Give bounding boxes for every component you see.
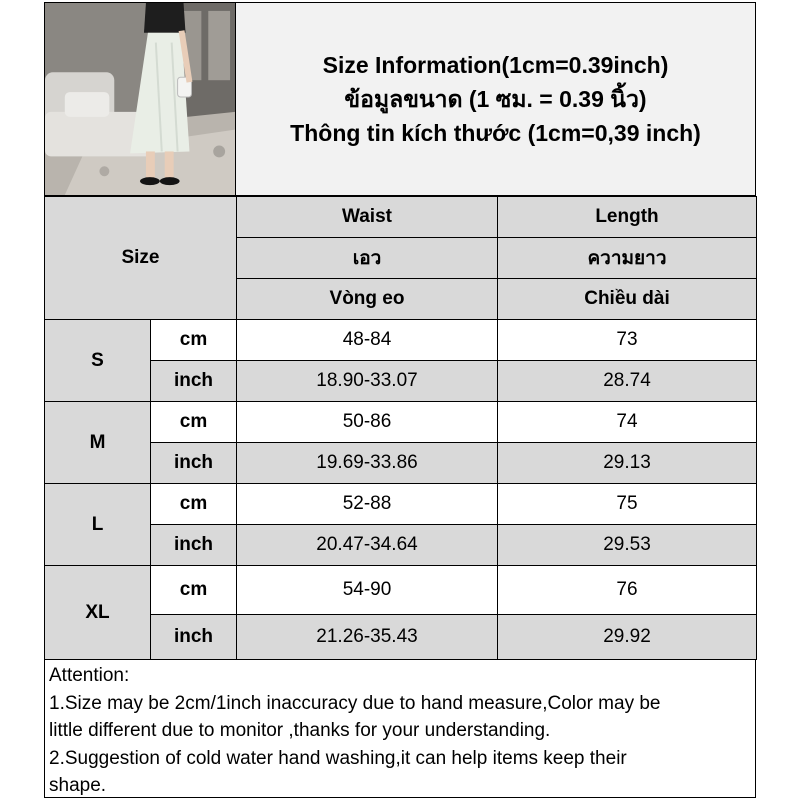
waist-value: 18.90-33.07 (237, 361, 498, 402)
unit-cell: cm (151, 402, 237, 443)
waist-header-en: Waist (237, 197, 498, 238)
length-header-vi: Chiều dài (498, 279, 757, 320)
waist-value: 20.47-34.64 (237, 525, 498, 566)
size-table (44, 196, 757, 660)
header-title-th: ข้อมูลขนาด (1 ซม. = 0.39 นิ้ว) (344, 86, 647, 112)
table-row (45, 615, 757, 660)
length-value: 74 (498, 402, 757, 443)
unit-cell: inch (151, 361, 237, 402)
notes-title: Attention: (49, 665, 130, 686)
table-row (45, 525, 757, 566)
attention-notes (44, 659, 756, 798)
waist-value: 19.69-33.86 (237, 443, 498, 484)
size-s: S (45, 320, 151, 402)
unit-cell: cm (151, 484, 237, 525)
header-title-vi: Thông tin kích thước (1cm=0,39 inch) (290, 120, 701, 146)
header-title-en: Size Information(1cm=0.39inch) (322, 52, 669, 78)
length-value: 29.13 (498, 443, 757, 484)
size-information-header (236, 2, 756, 196)
product-photo (44, 2, 236, 196)
length-value: 73 (498, 320, 757, 361)
unit-cell: inch (151, 615, 237, 660)
size-m: M (45, 402, 151, 484)
waist-header-vi: Vòng eo (237, 279, 498, 320)
size-xl: XL (45, 566, 151, 660)
length-value: 29.92 (498, 615, 757, 660)
notes-line: 1.Size may be 2cm/1inch inaccuracy due to hand measure,Color may be (49, 692, 661, 714)
table-row (45, 402, 757, 443)
table-row (45, 320, 757, 361)
length-header-en: Length (498, 197, 757, 238)
unit-cell: inch (151, 443, 237, 484)
waist-value: 52-88 (237, 484, 498, 525)
notes-line: shape. (49, 775, 107, 796)
notes-line: little different due to monitor ,thanks for your understanding. (49, 720, 551, 741)
table-row (45, 566, 757, 615)
length-value: 28.74 (498, 361, 757, 402)
size-header: Size (45, 197, 237, 320)
unit-cell: cm (151, 566, 237, 615)
waist-value: 50-86 (237, 402, 498, 443)
length-header-th: ความยาว (498, 238, 757, 279)
notes-line: 2.Suggestion of cold water hand washing,it can help items keep their (49, 747, 627, 769)
waist-value: 21.26-35.43 (237, 615, 498, 660)
table-row (45, 361, 757, 402)
waist-header-th: เอว (237, 238, 498, 279)
waist-value: 54-90 (237, 566, 498, 615)
unit-cell: cm (151, 320, 237, 361)
table-row (45, 484, 757, 525)
length-value: 29.53 (498, 525, 757, 566)
length-value: 76 (498, 566, 757, 615)
waist-value: 48-84 (237, 320, 498, 361)
length-value: 75 (498, 484, 757, 525)
size-l: L (45, 484, 151, 566)
unit-cell: inch (151, 525, 237, 566)
table-row (45, 443, 757, 484)
